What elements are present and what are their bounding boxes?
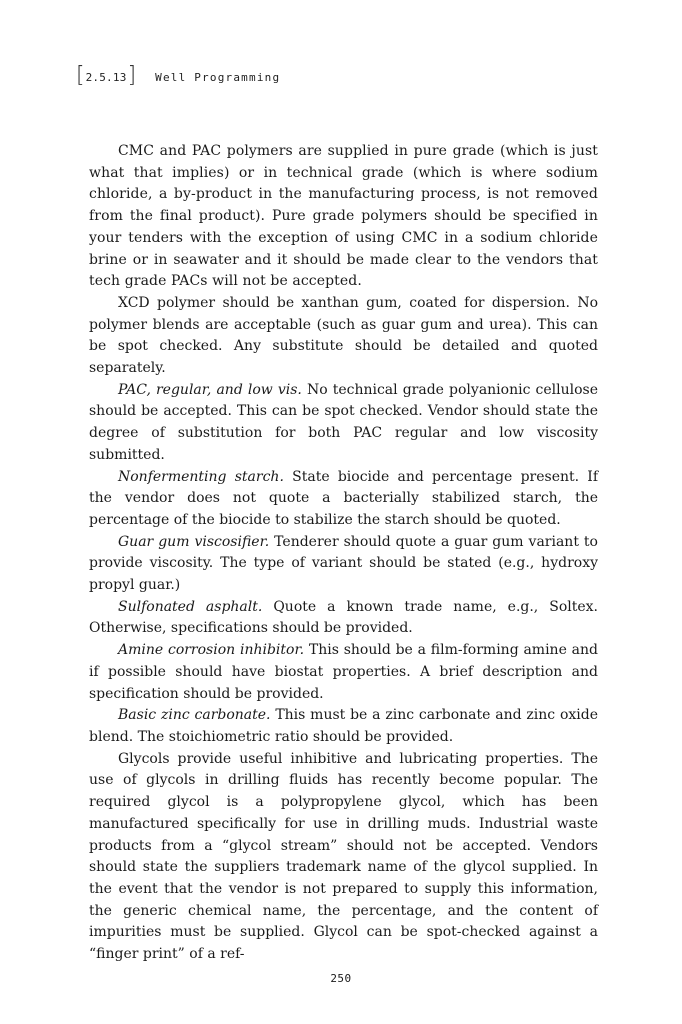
paragraph-text: CMC and PAC polymers are supplied in pure grade (which is just what that implies) or in technical grade (which is where sodium chloride, a by-product in the manufacturing process, is not removed from the final product). Pure grade polymers should be specified in your tenders with the exception of using CMC in a sodium chloride brine or in seawater and it should be made clear to the vendors that tech grade PACs will not be accepted. — [89, 143, 598, 290]
running-title: Well Programming — [155, 70, 281, 84]
paragraph-text: State biocide and percentage present. If the vendor does not quote a bacterially stabilized starch, the percentage of the biocide to stabilize the starch should be quoted. — [89, 468, 599, 528]
paragraph — [89, 640, 598, 705]
paragraph — [89, 141, 598, 293]
paragraph-text: Quote a known trade name, e.g., Soltex. Otherwise, specifications should be provided. — [89, 598, 599, 637]
paragraph-text: Tenderer should quote a guar gum variant to provide viscosity. The type of variant should be stated (e.g., hydroxy propyl guar.) — [89, 533, 598, 594]
section-number: 2.5.13 — [85, 70, 127, 84]
paragraph-text: This should be a film-forming amine and if possible should have biostat properties. A brief description and specification should be provided. — [89, 642, 598, 702]
paragraph — [89, 467, 598, 532]
paragraph-lead: Guar gum viscosifier. — [118, 533, 270, 550]
paragraph-text: This must be a zinc carbonate and zinc oxide blend. The stoichiometric ratio should be provided. — [89, 707, 598, 745]
header-bracket-close: ] — [127, 63, 137, 88]
paragraph — [89, 705, 598, 748]
body-text — [89, 141, 598, 966]
paragraph-lead: Sulfonated asphalt. — [118, 598, 263, 615]
paragraph — [89, 380, 598, 467]
paragraph-text: Glycols provide useful inhibitive and lubricating properties. The use of glycols in drilling fluids has recently become popular. The required glycol is a polypropylene glycol, which has been manufactured specifically for use in drilling muds. Industrial waste products from a “glycol stream” should not be accepted. Vendors should state the suppliers trademark name of the glycol supplied. In the event that the vendor is not prepared to supply this information, the generic chemical name, the percentage, and the content of impurities must be supplied. Glycol can be spot-checked against a “finger print” of a ref- — [89, 750, 598, 963]
running-header — [76, 63, 281, 88]
page-number: 250 — [330, 972, 352, 985]
paragraph — [89, 532, 598, 597]
paragraph-text: No technical grade polyanionic cellulose should be accepted. This can be spot checked. Vendor should state the degree of substitution for both PAC regular and low viscosity submitted. — [89, 381, 598, 463]
paragraph-lead: Basic zinc carbonate. — [118, 707, 271, 724]
paragraph — [89, 597, 598, 640]
paragraph-lead: Nonfermenting starch. — [118, 468, 284, 485]
paragraph-lead: Amine corrosion inhibitor. — [118, 642, 305, 659]
paragraph — [89, 749, 598, 966]
paragraph-lead: PAC, regular, and low vis. — [118, 381, 302, 398]
paragraph-text: XCD polymer should be xanthan gum, coated for dispersion. No polymer blends are acceptable (such as guar gum and urea). This can be spot checked. Any substitute should be detailed and quoted separately. — [89, 294, 598, 377]
header-bracket-open: [ — [76, 63, 85, 88]
paragraph — [89, 293, 598, 380]
